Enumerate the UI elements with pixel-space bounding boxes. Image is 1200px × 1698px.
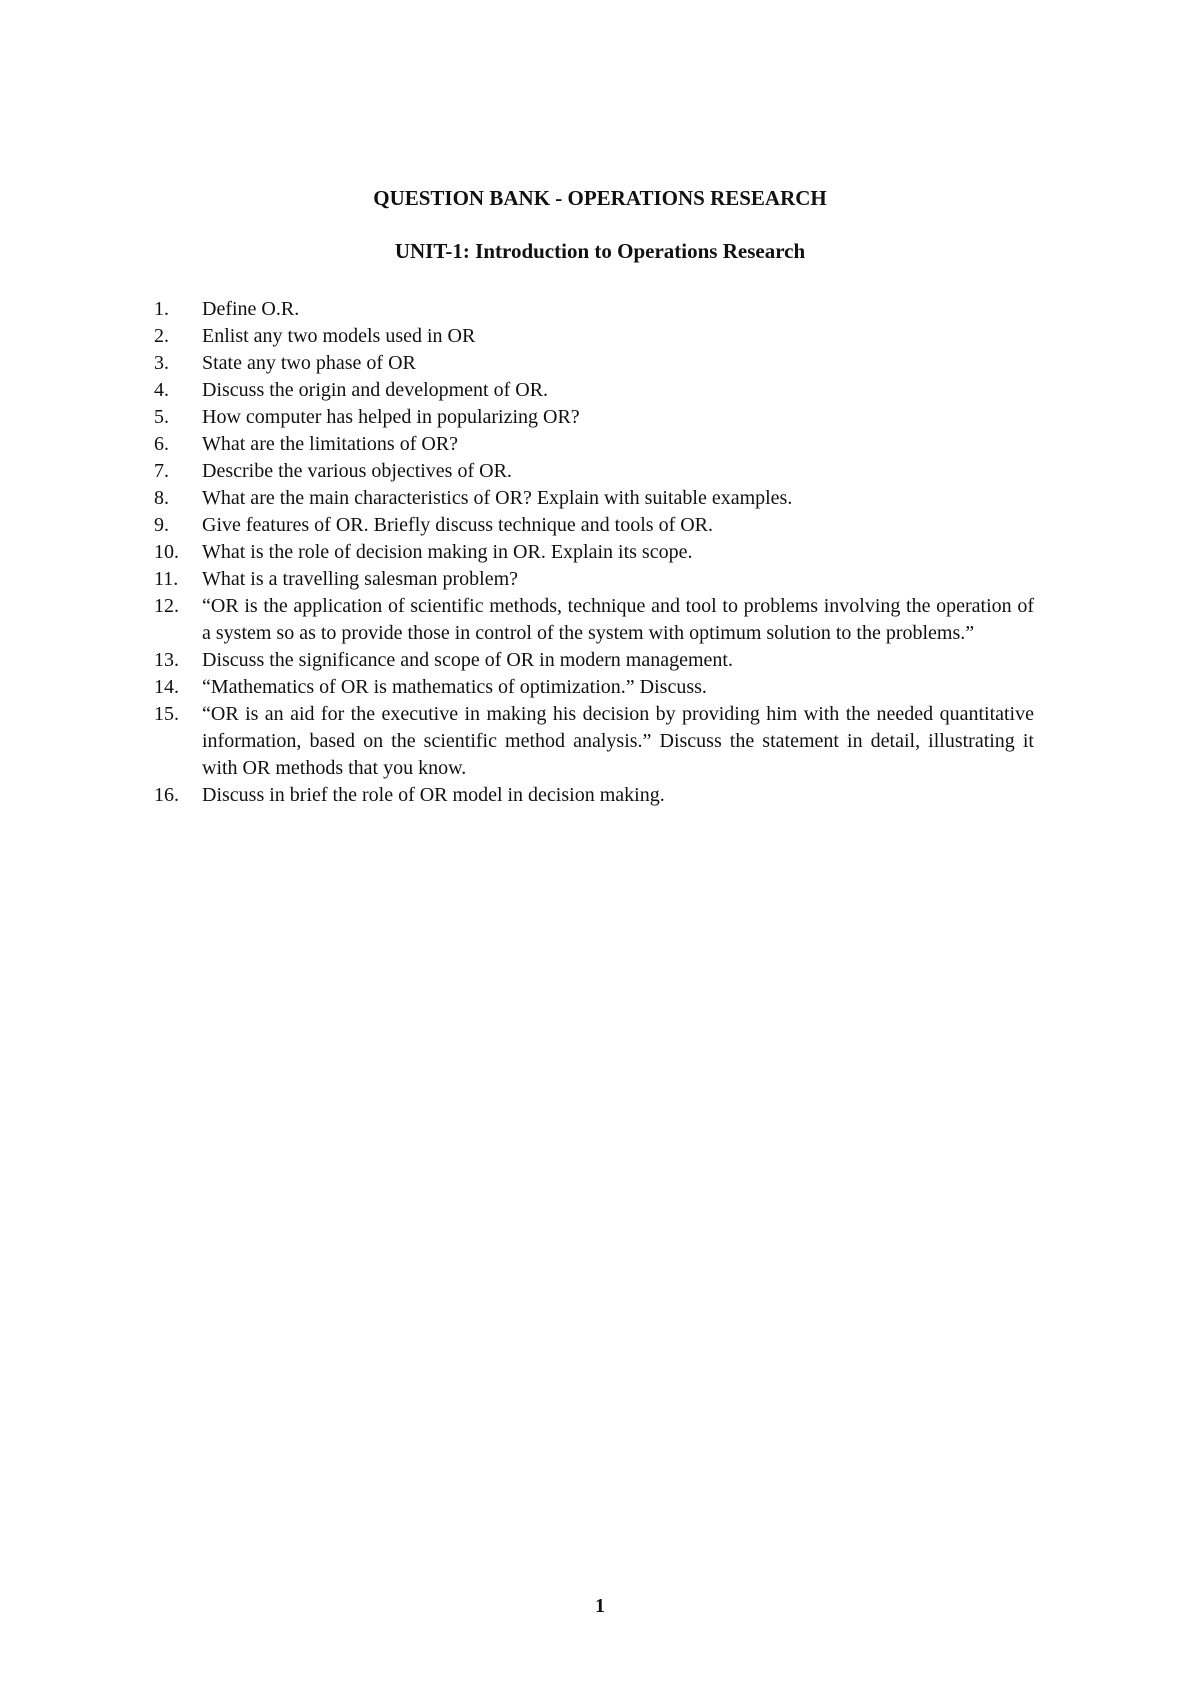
question-item-7 <box>154 458 1034 485</box>
question-item-6 <box>154 431 1034 458</box>
question-text: What is the role of decision making in OR. Explain its scope. <box>202 541 693 563</box>
question-number: 4. <box>154 379 169 401</box>
question-text: What is a travelling salesman problem? <box>202 568 519 590</box>
question-text: What are the limitations of OR? <box>202 433 459 455</box>
question-item-2 <box>154 323 1034 350</box>
question-number: 3. <box>154 352 169 374</box>
question-item-5 <box>154 404 1034 431</box>
page-number: 1 <box>595 1595 605 1617</box>
question-number: 11. <box>154 568 179 590</box>
question-item-12 <box>154 593 1034 647</box>
question-item-13 <box>154 647 1034 674</box>
question-item-3 <box>154 350 1034 377</box>
question-text: Discuss the significance and scope of OR in modern management. <box>202 649 733 671</box>
question-number: 13. <box>154 649 179 671</box>
question-number: 10. <box>154 541 179 563</box>
question-item-11 <box>154 566 1034 593</box>
question-text: How computer has helped in popularizing OR? <box>202 406 580 428</box>
question-item-15 <box>154 701 1034 782</box>
question-item-14 <box>154 674 1034 701</box>
question-number: 16. <box>154 784 179 806</box>
question-number: 12. <box>154 595 179 617</box>
question-text: Give features of OR. Briefly discuss technique and tools of OR. <box>202 514 714 536</box>
question-item-16 <box>154 782 1034 809</box>
question-number: 8. <box>154 487 169 509</box>
question-number: 2. <box>154 325 169 347</box>
question-list <box>154 296 1034 809</box>
question-text: What are the main characteristics of OR? Explain with suitable examples. <box>202 487 793 509</box>
question-item-1 <box>154 296 1034 323</box>
question-number: 5. <box>154 406 169 428</box>
question-number: 7. <box>154 460 169 482</box>
question-item-4 <box>154 377 1034 404</box>
question-number: 6. <box>154 433 169 455</box>
question-text: Define O.R. <box>202 298 300 320</box>
question-text: “OR is an aid for the executive in making his decision by providing him with the needed quantitative information, based on the scientific method analysis.” Discuss the statement in detail, illustrating it with OR methods that you know. <box>202 703 1034 779</box>
unit-heading: UNIT-1: Introduction to Operations Research <box>394 239 806 263</box>
question-item-10 <box>154 539 1034 566</box>
question-number: 1. <box>154 298 169 320</box>
question-text: Enlist any two models used in OR <box>202 325 476 347</box>
question-number: 9. <box>154 514 169 536</box>
page-title: QUESTION BANK - OPERATIONS RESEARCH <box>373 186 827 210</box>
question-text: State any two phase of OR <box>202 352 416 374</box>
question-text: Discuss in brief the role of OR model in decision making. <box>202 784 665 806</box>
question-text: “Mathematics of OR is mathematics of optimization.” Discuss. <box>202 676 707 698</box>
question-text: Describe the various objectives of OR. <box>202 460 512 482</box>
question-item-9 <box>154 512 1034 539</box>
question-number: 15. <box>154 703 179 725</box>
question-item-8 <box>154 485 1034 512</box>
question-text: Discuss the origin and development of OR. <box>202 379 549 401</box>
question-number: 14. <box>154 676 179 698</box>
question-text: “OR is the application of scientific methods, technique and tool to problems involving the operation of a system so as to provide those in control of the system with optimum solution to the problems.” <box>202 595 1034 644</box>
